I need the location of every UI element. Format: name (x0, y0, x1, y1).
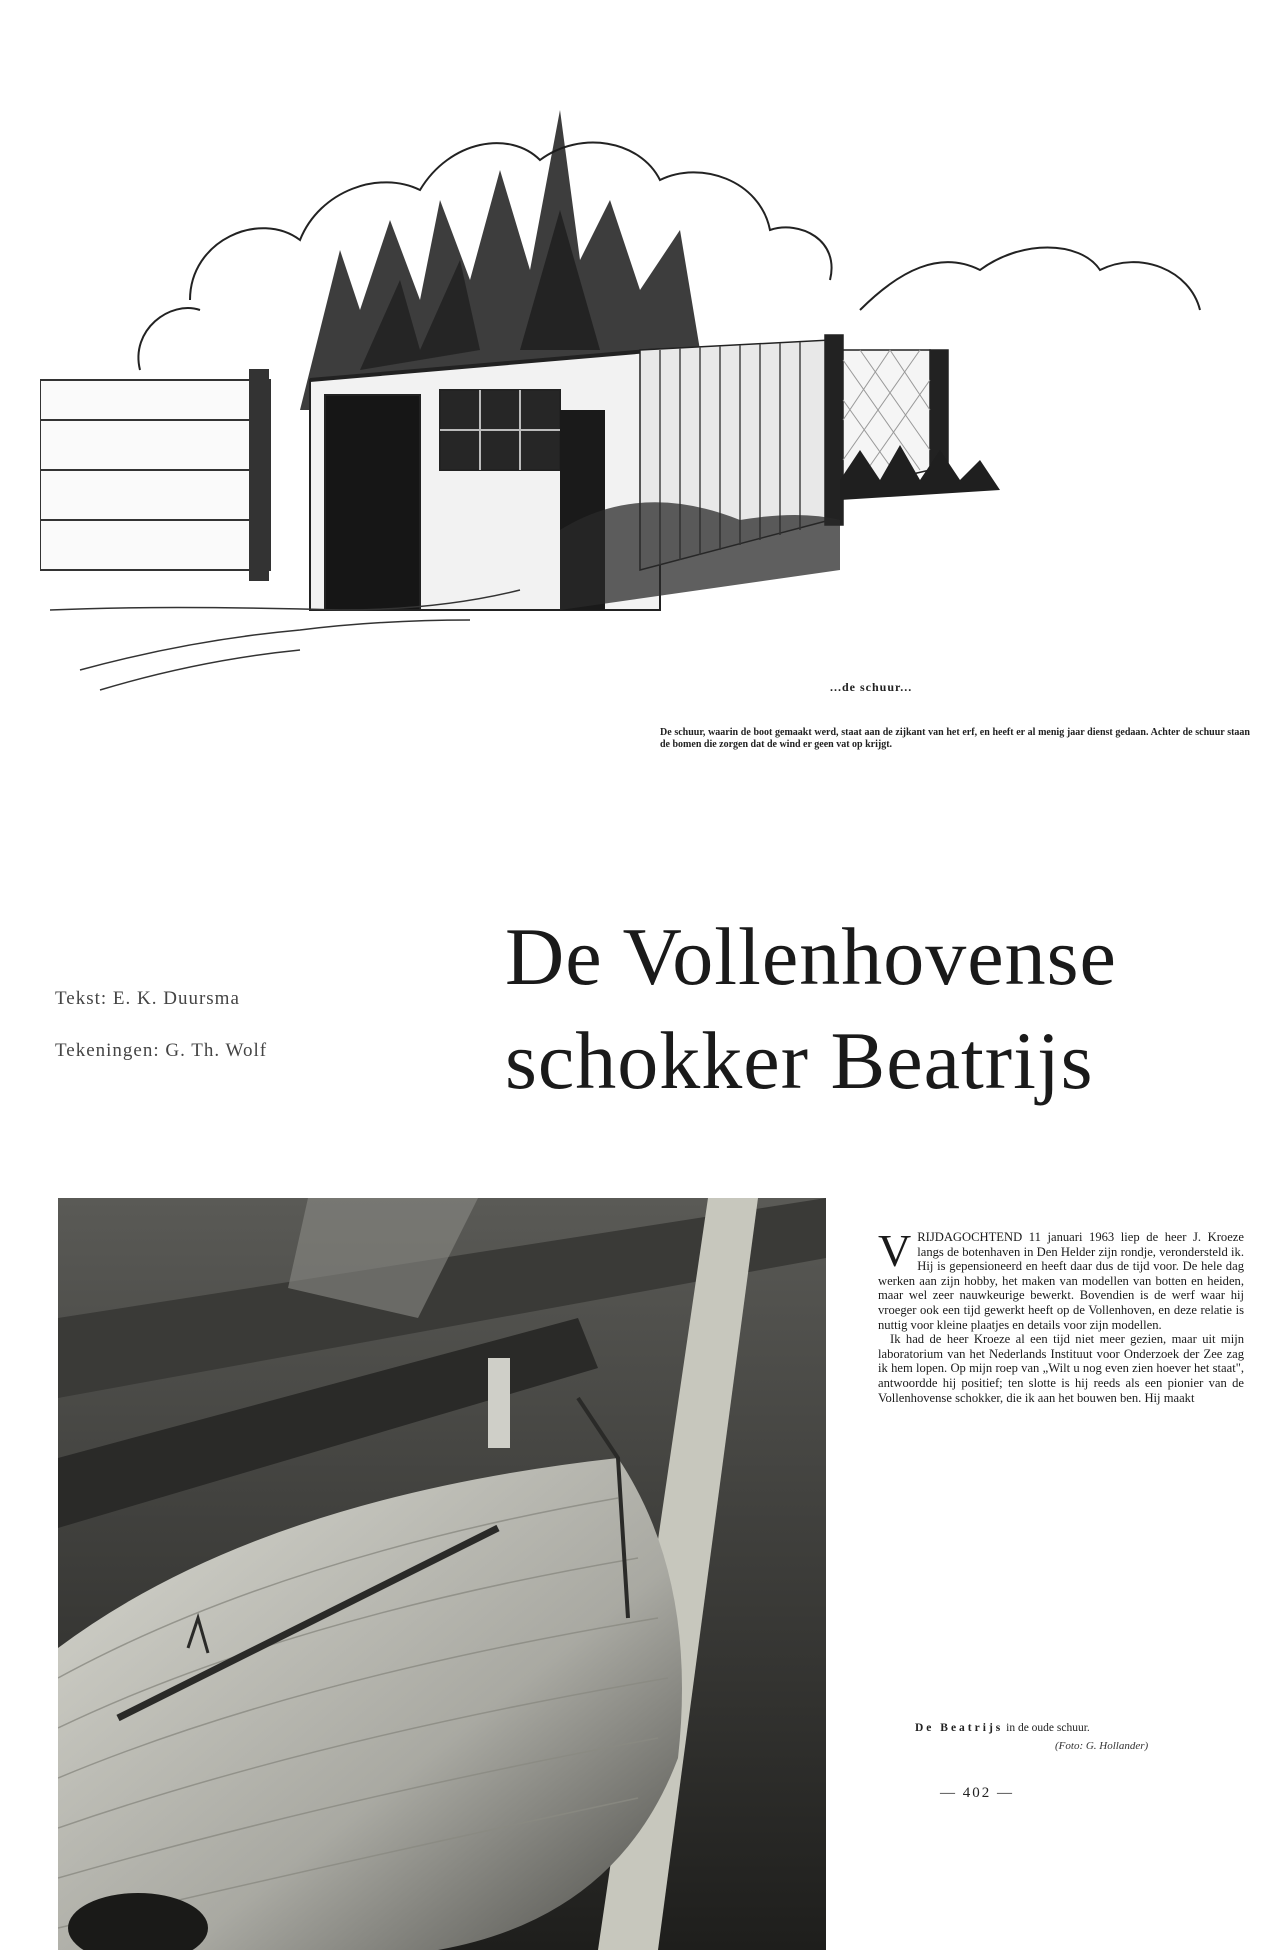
title-line-1: De Vollenhovense (505, 911, 1117, 1002)
illustration-caption-title: ...de schuur... (830, 680, 913, 694)
photo-caption-rest: in de oude schuur. (1003, 1722, 1090, 1734)
paragraph-1-text: RIJDAGOCHTEND 11 januari 1963 liep de heer J. Kroeze langs de botenhaven in Den Helder zijn rondje, verondersteld ik. Hij is gepensioneerd en heeft daar dus de tijd voor. De hele dag werken aan zijn hobby, het maken van modellen van botten en heiden, maar wel zeer nauwkeurige bewerkt. Bovendien is de werf waar hij vroeger ook een tijd gewerkt heeft op de Vollenhoven, en deze relatie is nuttig voor kleine plaatjes en details voor zijn modellen. (878, 1230, 1244, 1332)
illustration-caption: De schuur, waarin de boot gemaakt werd, staat aan de zijkant van het erf, en heeft er al menig jaar dienst gedaan. Achter de schuur staan de bomen die zorgen dat de wind er geen vat op krijgt. (660, 727, 1250, 750)
title-line-2: schokker Beatrijs (505, 1015, 1094, 1107)
boat-hull-photo (58, 1198, 826, 1950)
photo-caption (915, 1722, 1090, 1734)
page-number: — 402 — (940, 1785, 1014, 1801)
article-paragraph-1 (878, 1225, 1244, 1332)
shed-illustration (40, 50, 1250, 810)
article-title (505, 905, 1225, 1113)
text-credit: Tekst: E. K. Duursma (55, 988, 240, 1009)
photo-caption-name: De Beatrijs (915, 1722, 1004, 1734)
credits (55, 988, 267, 1092)
photo-credit: (Foto: G. Hollander) (1055, 1740, 1149, 1752)
article-paragraph-2: Ik had de heer Kroeze al een tijd niet meer gezien, maar uit mijn laboratorium van het Nederlands Instituut voor Onderzoek der Zee zag ik hem lopen. Op mijn roep van „Wilt u nog even zien hoever het staat", antwoordde hij positief; ten slotte is hij reeds als een pionier van de Vollenhovense schokker, die ik aan het bouwen ben. Hij maakt (878, 1332, 1244, 1405)
dropcap: V (878, 1225, 912, 1276)
article-body (878, 1225, 1244, 1405)
drawings-credit: Tekeningen: G. Th. Wolf (55, 1040, 268, 1061)
